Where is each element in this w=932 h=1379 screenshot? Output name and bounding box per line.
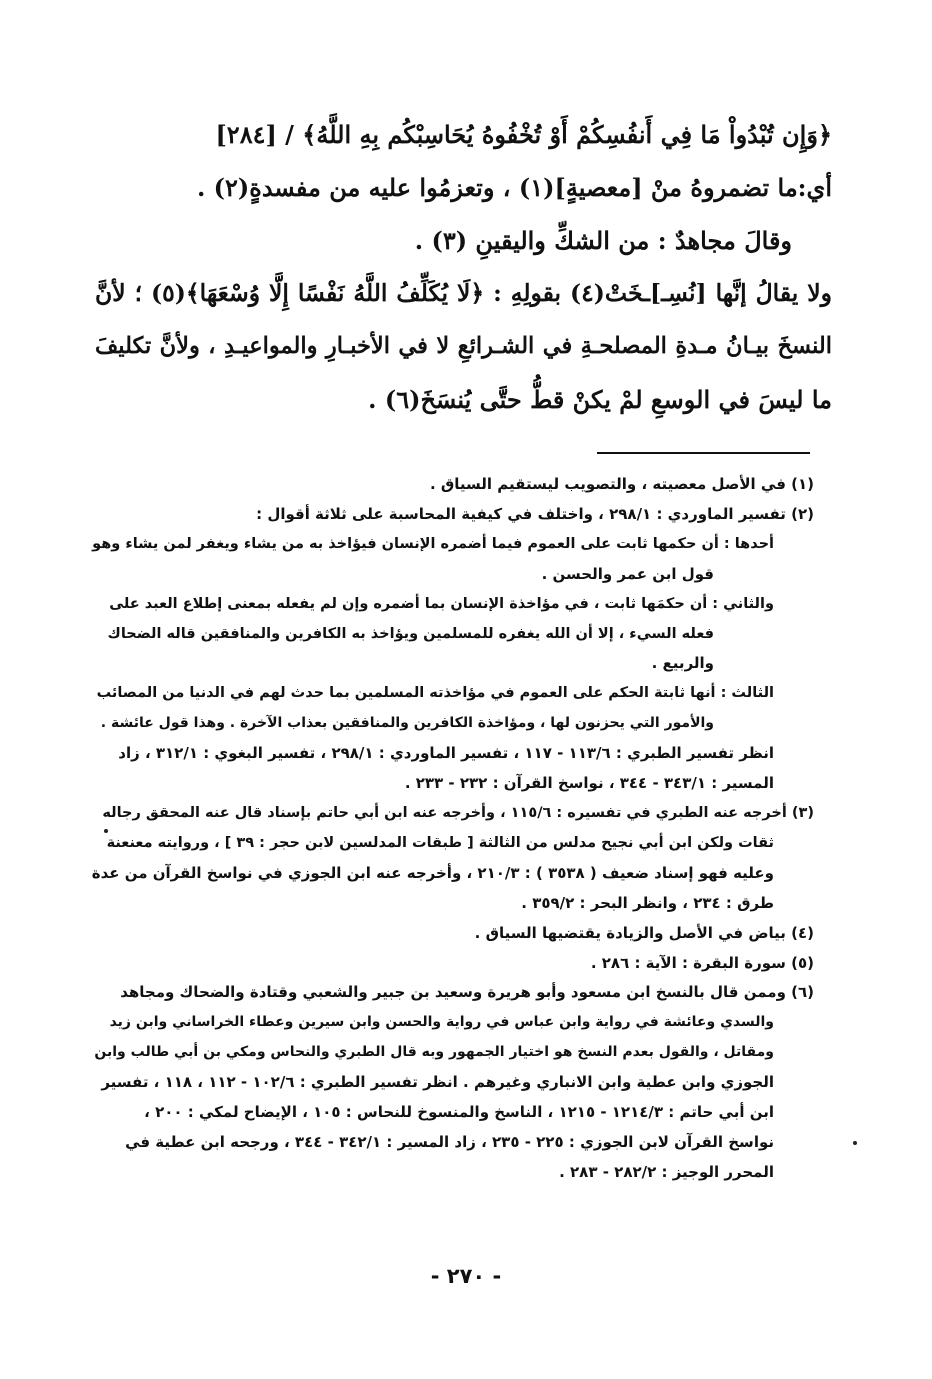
footnote-line: (٥) سورة البقرة : الآية : ٢٨٦ . <box>590 953 814 972</box>
footnote-line: (٦) وممن قال بالنسخ ابن مسعود وأبو هريرة وسعيد بن جبير والشعبي وقتادة والضحاك ومجاهد <box>120 983 814 1002</box>
page-number: - ٢٧٠ - <box>430 1264 502 1288</box>
footnote-line: والثاني : أن حكمَها ثابت ، في مؤاخذة الإنسان بما أضمره وإن لم يفعله بمعنى إطلاع العبد على <box>109 595 774 612</box>
footnote-separator <box>597 452 810 454</box>
footnote-line: (١) في الأصل معصيته ، والتصويب ليستقيم السياق . <box>429 475 814 493</box>
text-line: ما ليسَ في الوسعِ لمْ يكنْ قطُّ حتَّى يُنسَخَ(٦) . <box>368 385 832 414</box>
main-text <box>95 108 832 426</box>
footnote-line: (٢) تفسير الماوردي : ٢٩٨/١ ، واختلف في كيفية المحاسبة على ثلاثة أقوال : <box>256 504 814 523</box>
footnote-line: المسير : ٣٤٣/١ - ٣٤٤ ، نواسخ القرآن : ٢٣٢ - ٢٣٣ . <box>404 774 774 793</box>
footnote-line: ثقات ولكن ابن أبي نجيح مدلس من الثالثة [ طبقات المدلسين لابن حجر : ٣٩ ] ، وروايته معنعنة <box>106 834 774 851</box>
footnote-line: نواسخ القرآن لابن الجوزي : ٢٢٥ - ٢٣٥ ، زاد المسير : ٣٤٢/١ - ٣٤٤ ، ورجحه ابن عطية في <box>125 1132 774 1151</box>
text-line: أي:ما تضمروهُ منْ [معصيةٍ](١) ، وتعزمُوا عليه من مفسدةٍ(٢) . <box>196 173 832 202</box>
footnote-line: انظر تفسير الطبري : ١١٣/٦ - ١١٧ ، تفسير الماوردي : ٢٩٨/١ ، تفسير البغوي : ٣١٢/١ ، زاد <box>118 744 774 763</box>
footnote-line: الثالث : أنها ثابتة الحكم على العموم في مؤاخذته المسلمين بما حدث لهم في الدنيا من المصائب <box>96 685 774 702</box>
text-line: ولا يقالُ إنَّها [نُسِـ]ـخَتْ(٤) بقولِهِ : ﴿لَا يُكَلِّفُ اللَّهُ نَفْسًا إِلَّا وُسْعَهَا﴾(٥) ؛ لأنَّ <box>95 279 832 307</box>
footnote-line: ابن أبي حاتم : ١٢١٤/٣ - ١٢١٥ ، الناسخ والمنسوخ للنحاس : ١٠٥ ، الإيضاح لمكي : ٢٠٠ ، <box>144 1103 774 1122</box>
footnotes <box>90 470 814 1188</box>
footnote-line: والربيع . <box>651 654 714 673</box>
footnote-line: أحدها : أن حكمها ثابت على العموم فيما أضمره الإنسان فيؤاخذ به من يشاء ويغفر لمن يشاء وهو <box>92 535 774 552</box>
footnote-line: الجوزي وابن عطية وابن الانباري وغيرهم . انظر تفسير الطبري : ١٠٢/٦ - ١١٢ ، ١١٨ ، تفسير <box>101 1073 774 1092</box>
quran-verse-line: ﴿وَإِن تُبْدُواْ مَا فِي أَنفُسِكُمْ أَوْ تُخْفُوهُ يُحَاسِبْكُم بِهِ اللَّهُ﴾ / [٢٨٤] <box>215 120 832 149</box>
footnote-line: (٣) أخرجه عنه الطبري في تفسيره : ١١٥/٦ ، وأخرجه عنه ابن أبي حاتم بإسناد قال عنه المحقق رجاله <box>102 804 814 821</box>
footnote-line: قول ابن عمر والحسن . <box>541 564 714 583</box>
footnote-line: والأمور التي يحزنون لها ، ومؤاخذة الكافرين والمنافقين بعذاب الآخرة . وهذا قول عائشة . <box>100 715 714 732</box>
footnote-line: وعليه فهو إسناد ضعيف ( ٣٥٣٨ ) : ٢١٠/٣ ، وأخرجه عنه ابن الجوزي في نواسخ القرآن من عدة <box>91 863 774 882</box>
footnote-line: (٤) بياض في الأصل والزيادة يقتضيها السياق . <box>474 923 814 942</box>
scan-speck <box>104 829 108 833</box>
footnote-line: فعله السيء ، إلا أن الله يغفره للمسلمين ويؤاخذ به الكافرين والمنافقين قاله الضحاك <box>107 625 714 642</box>
scan-speck <box>853 1141 857 1145</box>
footnote-line: المحرر الوجيز : ٢٨٢/٢ - ٢٨٣ . <box>559 1162 774 1181</box>
text-line: وقالَ مجاهدٌ : من الشكِّ واليقينِ (٣) . <box>414 226 792 255</box>
footnote-line: والسدي وعائشة في رواية وابن عباس في رواية والحسن وابن سيرين وعطاء الخراساني وابن زيد <box>109 1014 774 1031</box>
footnote-line: ومقاتل ، والقول بعدم النسخ هو اختيار الجمهور وبه قال الطبري والنحاس ومكي بن أبي طالب وابن <box>94 1044 774 1061</box>
text-line: النسخَ بيـانُ مـدةِ المصلحـةِ في الشـرائعِ لا في الأخبـارِ والمواعيـدِ ، ولأنَّ تكليفَ <box>95 333 832 359</box>
footnote-line: طرق : ٢٣٤ ، وانظر البحر : ٣٥٩/٢ . <box>521 893 774 912</box>
